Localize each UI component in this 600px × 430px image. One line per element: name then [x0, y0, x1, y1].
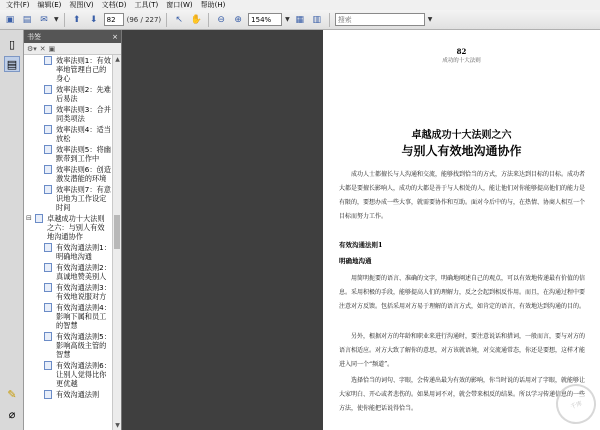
menu-document[interactable]: 文档(D)	[101, 1, 127, 9]
arrow-up-icon[interactable]: ⬆	[72, 14, 81, 25]
bookmark-label: 有效沟通法则6：让别人觉得比你更优越	[56, 361, 111, 388]
bookmark-item[interactable]	[24, 282, 112, 302]
bookmark-icon	[44, 185, 52, 194]
bookmark-label: 卓越成功十大法则之六：与别人有效地沟通协作	[47, 214, 105, 241]
collapse-icon[interactable]: ⊟	[26, 214, 32, 222]
intro-text: 成功人士都擅长与人沟通和交流，能够找到恰当的方式，方法来达到目标的目标。成功者大都是要擅长影响人，成功的大都是善于与人相处的人，能让他们对你能够提高他们的能力是有限的，要想办成一些大事，就需要协作和互助。面对今后中的与，在热情、协商人相互一个目标而努力工作。	[339, 171, 586, 220]
bookmark-parent[interactable]	[24, 213, 112, 242]
chevron-down-icon[interactable]: ▼	[54, 16, 59, 23]
arrow-down-icon[interactable]: ⬇	[89, 14, 98, 25]
bookmark-item[interactable]	[24, 389, 112, 400]
bookmarks-toolbar	[24, 43, 121, 55]
bookmarks-panel-header	[24, 30, 121, 43]
bookmark-icon	[44, 283, 52, 292]
body-text-3: 选择恰当的词句、字眼，会传递出最为有效的影响，你当时说的话用对了字眼，就能够让大家明白、开心或者悲伤的。如果用词不对，就会带来相反的结果。所以学习传递信息的一些方法，使你能把话说得恰当。	[339, 377, 586, 412]
chevron-down-icon[interactable]: ▼	[285, 16, 290, 23]
bookmark-item[interactable]	[24, 262, 112, 282]
bookmark-icon	[44, 56, 52, 65]
menu-tools[interactable]: 工具(T)	[134, 1, 159, 9]
fit-page-icon[interactable]: ▦	[295, 14, 305, 25]
intro-paragraph	[339, 168, 589, 224]
chevron-down-icon[interactable]: ▼	[427, 16, 433, 23]
delete-bookmark-icon[interactable]: ✕	[39, 44, 46, 53]
scroll-down-icon[interactable]: ▼	[115, 422, 120, 429]
bookmark-label: 效率法则7：有意识地为工作设定时间	[56, 185, 111, 212]
chapter-title: 卓越成功十大法则之六	[411, 130, 512, 141]
body-paragraph-1	[339, 272, 589, 314]
bookmark-item[interactable]	[24, 124, 112, 144]
bookmark-icon	[44, 361, 52, 370]
bookmarks-panel-title: 书签	[27, 32, 41, 41]
chapter-subtitle: 与别人有效地沟通协作	[401, 144, 522, 158]
menu-file[interactable]: 文件(F)	[6, 1, 30, 9]
bookmark-icon	[44, 332, 52, 341]
options-icon[interactable]: ⚙▾	[27, 44, 37, 53]
email-icon[interactable]: ✉	[40, 14, 48, 25]
bookmark-item[interactable]	[24, 55, 112, 84]
section-heading: 有效沟通法则1	[339, 241, 383, 249]
bookmark-label: 有效沟通法则4：影响下属和员工的智慧	[56, 303, 111, 330]
bookmark-label: 效率法则5：将幽默带到工作中	[56, 145, 111, 163]
body-text-2: 另外，根据对方的年龄和职业来进行沟通时，要注意说话和措词，一般而言，要与对方的语言相适应。对方大致了解你的意思，对方该就语境，对交流通常态，你还是要想，这样才能进入同一个“频道”。	[339, 333, 586, 368]
zoom-out-icon[interactable]: ⊖	[217, 14, 225, 25]
zoom-input[interactable]	[248, 13, 282, 26]
bookmark-icon	[35, 214, 43, 223]
scrollbar-thumb[interactable]	[114, 215, 120, 249]
bookmark-item[interactable]	[24, 144, 112, 164]
page-number-input[interactable]	[104, 13, 124, 26]
toolbar-divider	[329, 13, 330, 27]
bookmark-item[interactable]	[24, 104, 112, 124]
bookmark-icon	[44, 145, 52, 154]
bookmark-label: 有效沟通法则3：有效地说服对方	[56, 283, 111, 301]
fit-width-icon[interactable]: ▥	[312, 14, 322, 25]
running-header: 成功的十大法则	[442, 58, 481, 64]
menu-view[interactable]: 视图(V)	[69, 1, 94, 9]
body-paragraph-3	[339, 374, 589, 416]
bookmark-label: 效率法则4：适当放松	[56, 125, 111, 143]
bookmark-item[interactable]	[24, 164, 112, 184]
menu-edit[interactable]: 编辑(E)	[37, 1, 62, 9]
watermark-stamp: 千库	[550, 378, 600, 429]
bookmark-label: 效率法则6：创造激发潜能的环境	[56, 165, 111, 183]
page-number: 82	[456, 47, 467, 56]
comments-icon[interactable]: ✎	[7, 387, 17, 401]
navigation-strip	[0, 30, 24, 430]
bookmark-label: 效率法则2：先难后易法	[56, 85, 111, 103]
bookmark-icon	[44, 390, 52, 399]
bookmark-label: 有效沟通法则5：影响高级主管的智慧	[56, 332, 111, 359]
bookmark-item[interactable]	[24, 302, 112, 331]
attachment-icon[interactable]: ⌀	[8, 407, 16, 421]
menu-help[interactable]: 帮助(H)	[200, 1, 226, 9]
bookmark-icon	[44, 243, 52, 252]
toolbar-divider	[166, 13, 167, 27]
print-icon[interactable]: ▤	[22, 14, 32, 25]
bookmark-list	[24, 55, 112, 430]
toolbar-divider	[64, 13, 65, 27]
bookmark-label: 效率法则1：有效率地管理自己的身心	[56, 56, 111, 83]
close-icon[interactable]: ×	[112, 32, 118, 41]
toolbar-divider	[208, 13, 209, 27]
hand-tool-icon[interactable]: ✋	[190, 14, 202, 25]
bookmark-item[interactable]	[24, 360, 112, 389]
bookmarks-scrollbar[interactable]	[112, 55, 121, 430]
bookmark-icon	[44, 303, 52, 312]
save-icon[interactable]: ▣	[5, 14, 15, 25]
body-text-1: 用简明扼要的语言、准确的文字，明确地阐述自己的观点，可以有效地传递最有价值的信息。采用积极的手段，能够提高人们的理解力，反之会起到相反作用。而且，在沟通过程中要注意对方反馈。包括采用对方易于理解的语言方式，如肯定的语言，有效地达到沟通的目的。	[339, 275, 586, 310]
menu-window[interactable]: 窗口(W)	[166, 1, 193, 9]
bookmark-label: 效率法则3：合并同类项法	[56, 105, 111, 123]
bookmark-item[interactable]	[24, 242, 112, 262]
select-cursor-icon[interactable]: ↖	[175, 14, 183, 25]
bookmark-icon	[44, 165, 52, 174]
document-page	[323, 30, 600, 430]
bookmark-label: 有效沟通法则1：明确地沟通	[56, 243, 111, 261]
bookmark-icon	[44, 85, 52, 94]
bookmark-label: 有效沟通法则2：真诚地赞美别人	[56, 263, 111, 281]
bookmark-item[interactable]	[24, 331, 112, 360]
bookmark-icon	[44, 125, 52, 134]
toolbar	[0, 10, 600, 30]
pages-icon[interactable]: ▯	[8, 37, 16, 51]
bookmark-icon	[44, 263, 52, 272]
search-input[interactable]	[335, 13, 425, 26]
new-bookmark-icon[interactable]: ▣	[48, 44, 56, 53]
scroll-up-icon[interactable]: ▲	[115, 56, 120, 63]
body-paragraph-2	[339, 330, 589, 372]
menu-bar	[0, 0, 600, 10]
document-view[interactable]	[122, 30, 600, 430]
zoom-in-icon[interactable]: ⊕	[234, 14, 242, 25]
bookmark-item[interactable]	[24, 184, 112, 213]
bookmarks-panel	[24, 30, 122, 430]
bookmarks-icon[interactable]: ▤	[4, 56, 20, 72]
page-count-label: (96 / 227)	[126, 15, 162, 24]
bookmark-label: 有效沟通法则	[56, 390, 100, 399]
bookmark-item[interactable]	[24, 84, 112, 104]
bookmark-icon	[44, 105, 52, 114]
subsection-heading: 明确地沟通	[339, 257, 372, 265]
